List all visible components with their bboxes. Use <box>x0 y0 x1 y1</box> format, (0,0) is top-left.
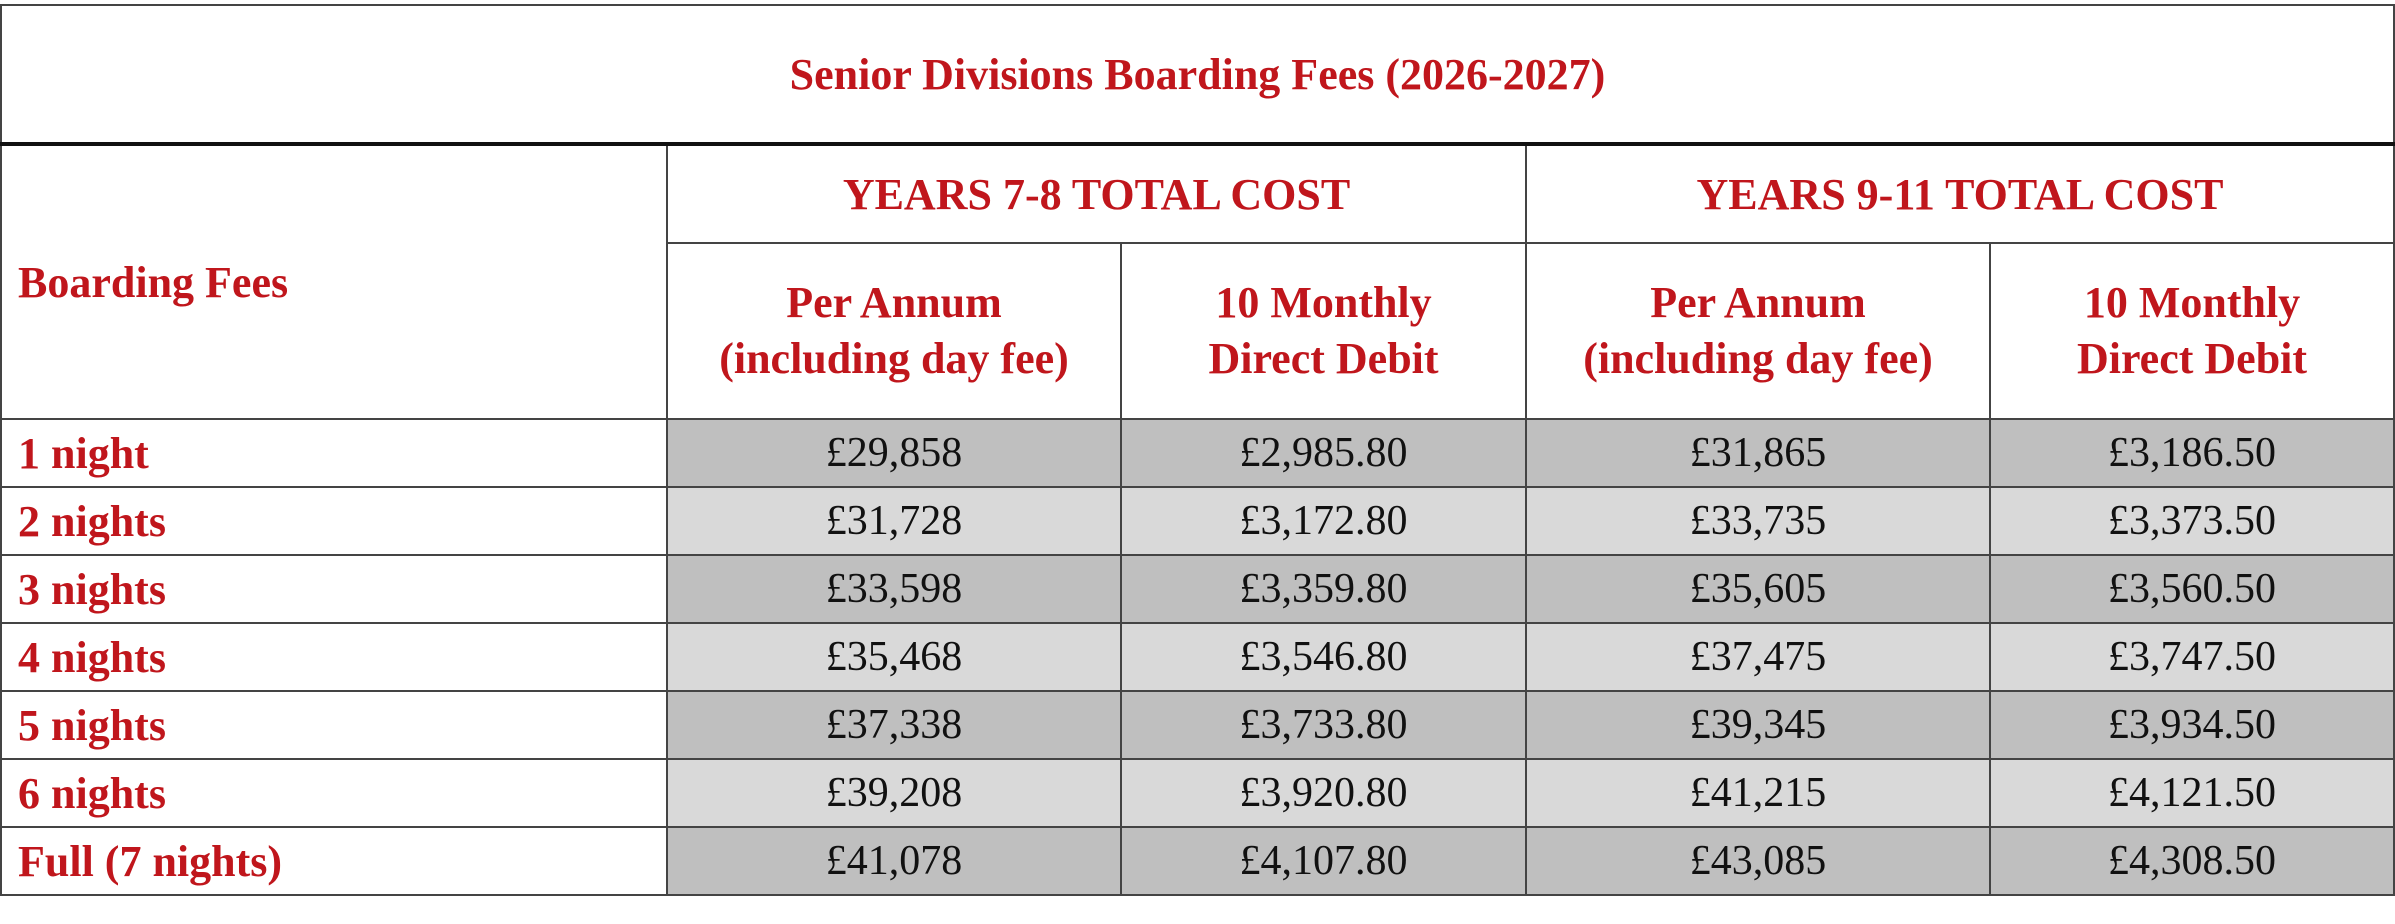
table-row <box>1 487 2394 555</box>
y911-annum-cell: £39,345 <box>1526 691 1990 759</box>
y911-annum-cell: £41,215 <box>1526 759 1990 827</box>
years-9-11-header: YEARS 9-11 TOTAL COST <box>1526 144 2394 243</box>
y911-monthly-cell: £3,747.50 <box>1990 623 2394 691</box>
y78-annum-cell: £31,728 <box>667 487 1121 555</box>
y78-monthly-line1: 10 Monthly <box>1215 278 1432 327</box>
y911-monthly-line1: 10 Monthly <box>2083 278 2301 327</box>
y78-monthly-cell: £3,733.80 <box>1121 691 1526 759</box>
y78-monthly-cell: £3,920.80 <box>1121 759 1526 827</box>
y78-per-annum-line2: (including day fee) <box>719 334 1069 383</box>
boarding-fees-table <box>0 4 2395 896</box>
y78-per-annum-header <box>667 243 1121 419</box>
y911-annum-cell: £33,735 <box>1526 487 1990 555</box>
y911-monthly-cell: £3,934.50 <box>1990 691 2394 759</box>
y911-per-annum-header <box>1526 243 1990 419</box>
y78-monthly-cell: £3,546.80 <box>1121 623 1526 691</box>
y911-monthly-line2: Direct Debit <box>2076 334 2308 383</box>
row-label: Full (7 nights) <box>1 827 667 895</box>
y78-annum-cell: £29,858 <box>667 419 1121 487</box>
y911-monthly-header <box>1990 243 2394 419</box>
years-7-8-header: YEARS 7-8 TOTAL COST <box>667 144 1526 243</box>
y78-monthly-cell: £4,107.80 <box>1121 827 1526 895</box>
table-title-cell <box>1 5 2394 144</box>
boarding-fees-header: Boarding Fees <box>1 144 667 419</box>
y78-monthly-line2: Direct Debit <box>1208 334 1439 383</box>
table-row <box>1 691 2394 759</box>
y78-per-annum-line1: Per Annum <box>786 278 1002 327</box>
table-row <box>1 623 2394 691</box>
y911-annum-cell: £35,605 <box>1526 555 1990 623</box>
y911-annum-cell: £43,085 <box>1526 827 1990 895</box>
y911-monthly-cell: £3,560.50 <box>1990 555 2394 623</box>
y78-monthly-cell: £3,359.80 <box>1121 555 1526 623</box>
y78-annum-cell: £33,598 <box>667 555 1121 623</box>
row-label: 6 nights <box>1 759 667 827</box>
row-label: 1 night <box>1 419 667 487</box>
title-row <box>1 5 2394 144</box>
y911-monthly-cell: £3,186.50 <box>1990 419 2394 487</box>
y78-annum-cell: £41,078 <box>667 827 1121 895</box>
y911-per-annum-line2: (including day fee) <box>1583 334 1933 383</box>
table-row <box>1 759 2394 827</box>
row-label: 5 nights <box>1 691 667 759</box>
y78-monthly-cell: £2,985.80 <box>1121 419 1526 487</box>
y78-monthly-header <box>1121 243 1526 419</box>
y78-annum-cell: £39,208 <box>667 759 1121 827</box>
y911-annum-cell: £37,475 <box>1526 623 1990 691</box>
row-label: 2 nights <box>1 487 667 555</box>
table-title: Senior Divisions Boarding Fees (2026-2027) <box>789 49 1606 99</box>
group-header-row <box>1 144 2394 243</box>
y78-annum-cell: £37,338 <box>667 691 1121 759</box>
table-row <box>1 827 2394 895</box>
row-label: 4 nights <box>1 623 667 691</box>
y911-monthly-cell: £4,121.50 <box>1990 759 2394 827</box>
y911-annum-cell: £31,865 <box>1526 419 1990 487</box>
table-row <box>1 419 2394 487</box>
y78-annum-cell: £35,468 <box>667 623 1121 691</box>
row-label: 3 nights <box>1 555 667 623</box>
y911-per-annum-line1: Per Annum <box>1650 278 1866 327</box>
y911-monthly-cell: £3,373.50 <box>1990 487 2394 555</box>
table-row <box>1 555 2394 623</box>
y78-monthly-cell: £3,172.80 <box>1121 487 1526 555</box>
y911-monthly-cell: £4,308.50 <box>1990 827 2394 895</box>
